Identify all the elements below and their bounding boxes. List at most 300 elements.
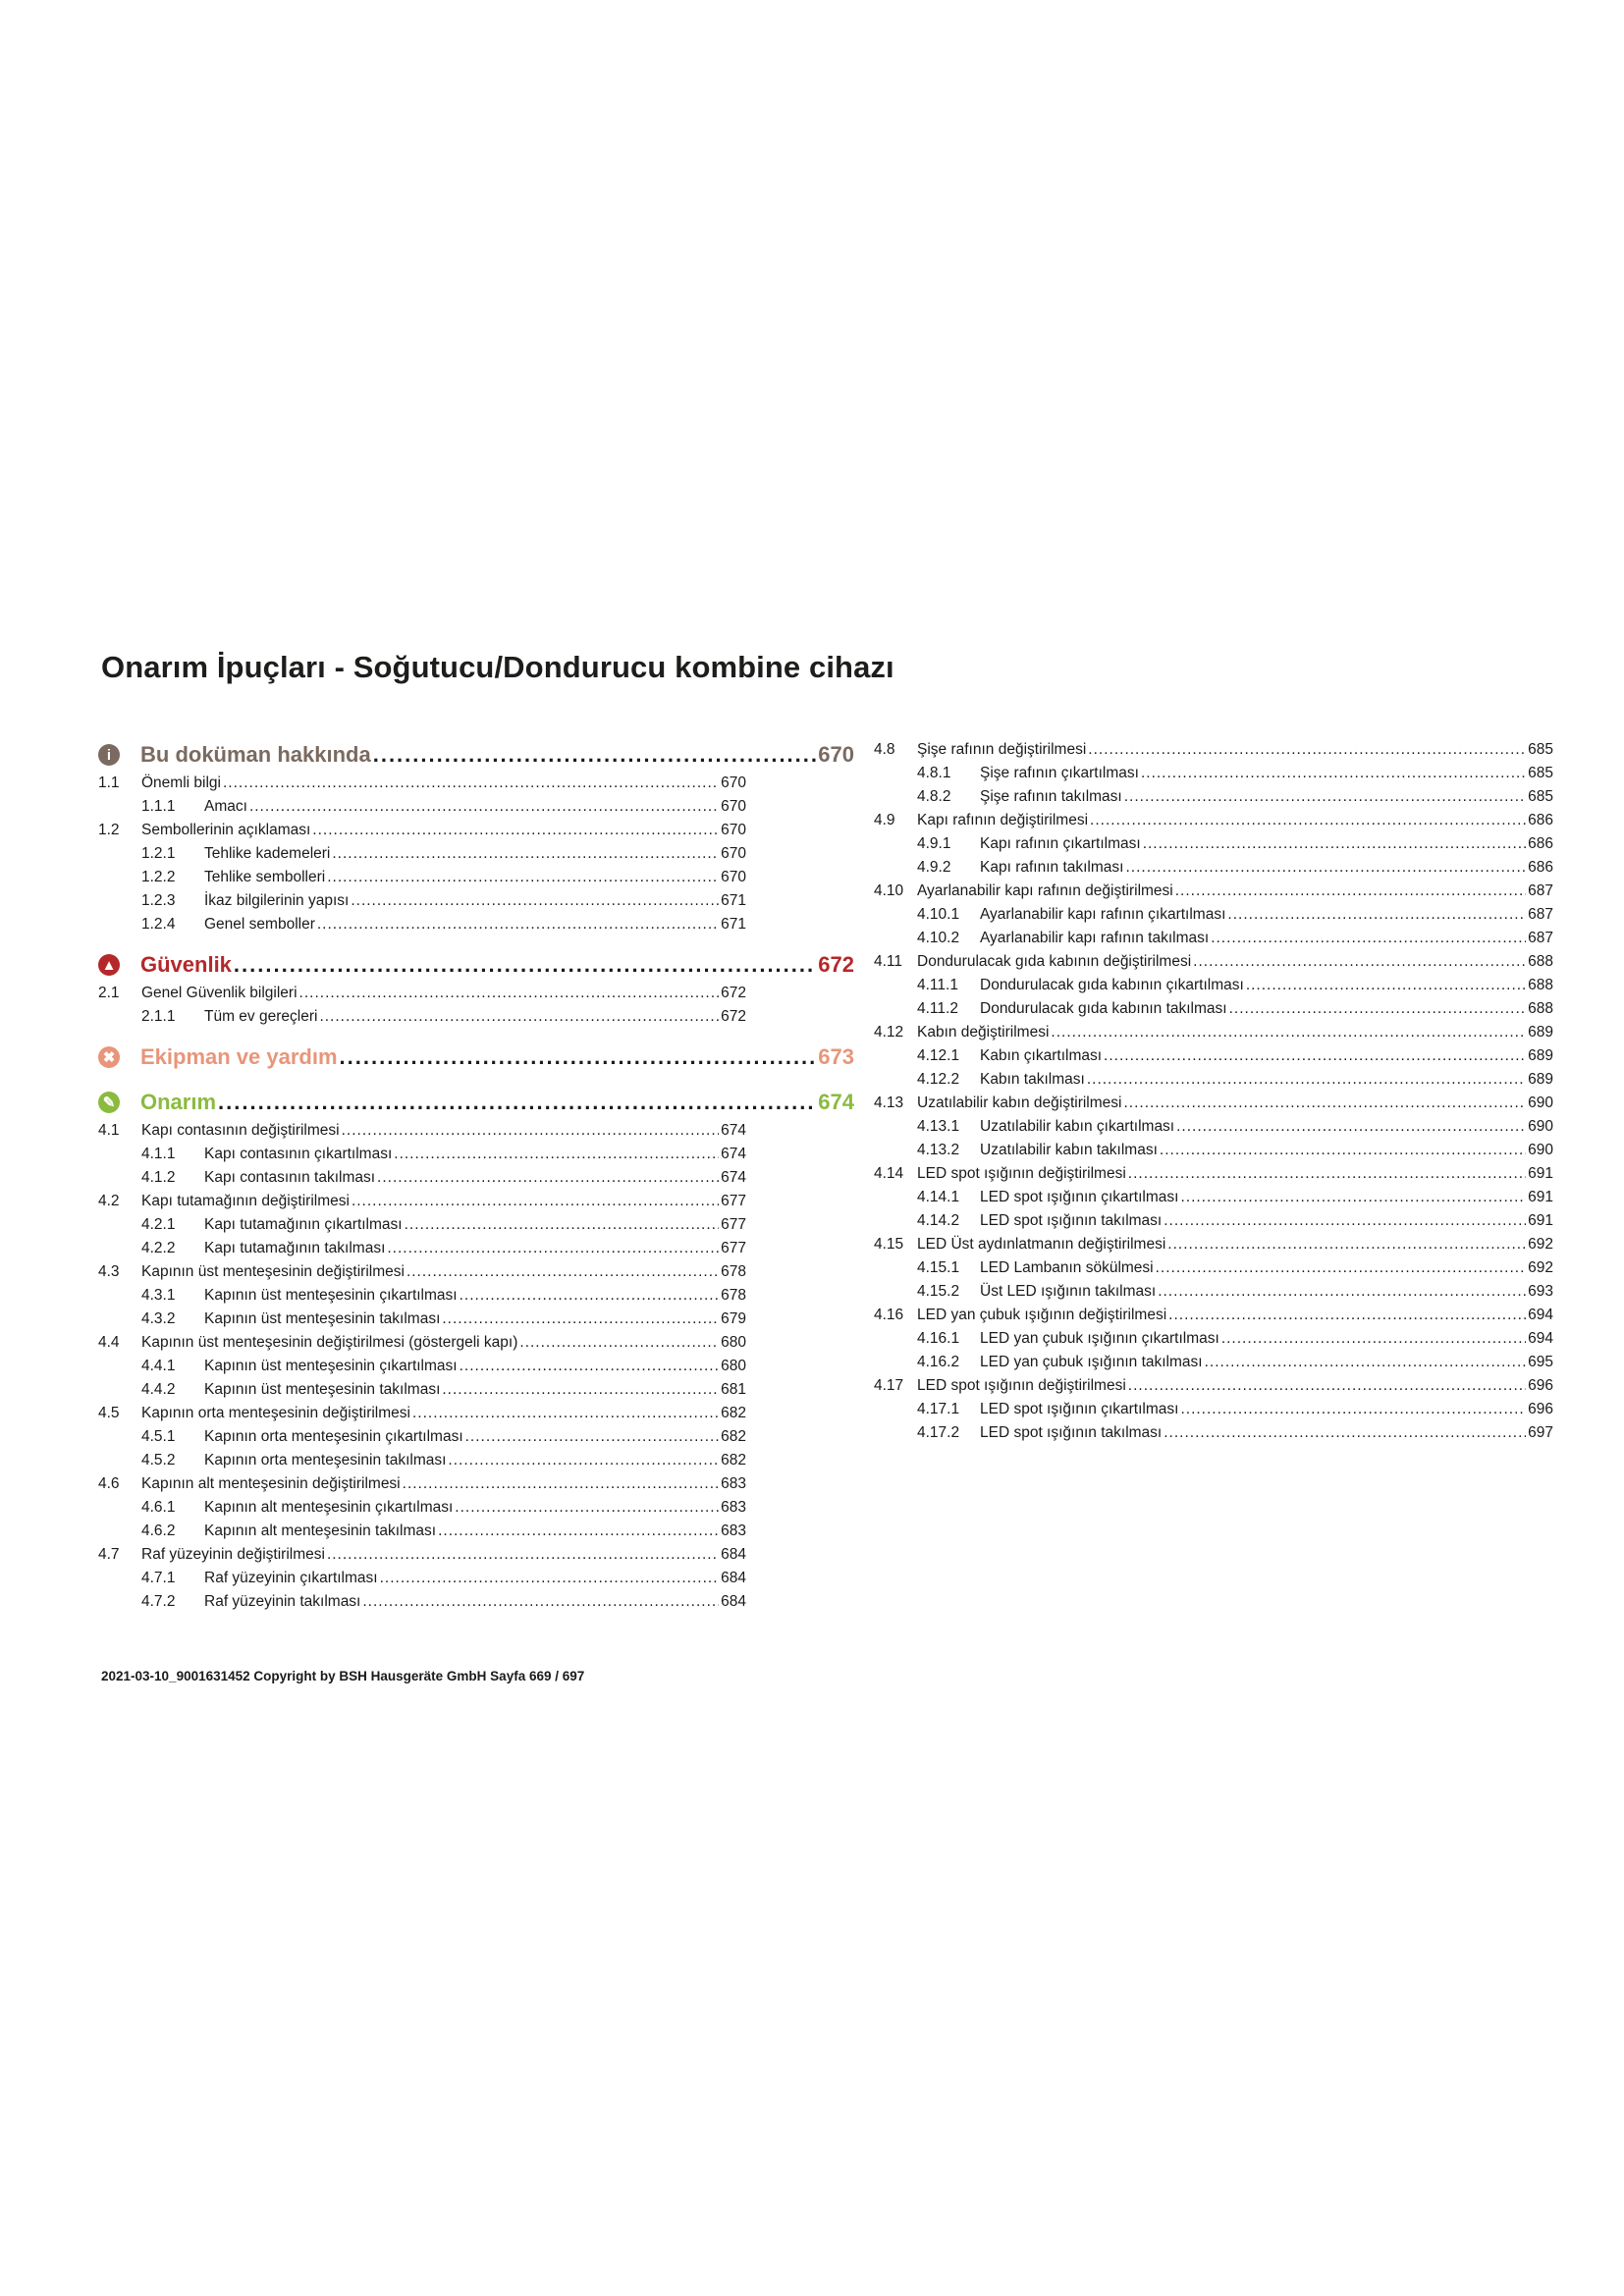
toc-leader-dots xyxy=(1167,1233,1526,1256)
toc-page-number: 683 xyxy=(721,1522,746,1539)
toc-number: 4.17.2 xyxy=(917,1424,960,1441)
chapter-spacer xyxy=(98,1074,854,1086)
toc-page-number: 696 xyxy=(1528,1401,1553,1417)
toc-section[interactable] xyxy=(98,1331,746,1355)
toc-entry-title: İkaz bilgilerinin yapısı xyxy=(204,892,350,909)
toc-column-left xyxy=(98,738,854,1614)
toc-page-number: 697 xyxy=(1528,1424,1553,1441)
toc-subsection[interactable] xyxy=(874,856,1553,880)
toc-page-number: 687 xyxy=(1528,882,1553,899)
toc-leader-dots xyxy=(351,889,719,913)
toc-entry-title: Dondurulacak gıda kabının çıkartılması xyxy=(980,977,1244,993)
toc-number: 1.1.1 xyxy=(141,798,176,815)
toc-number: 4.11.1 xyxy=(917,977,958,993)
toc-entry-title: Kapı tutamağının takılması xyxy=(204,1240,386,1256)
toc-entry-title: Kapı rafının çıkartılması xyxy=(980,835,1141,852)
toc-leader-dots xyxy=(1123,1092,1526,1115)
toc-page-number: 692 xyxy=(1528,1236,1553,1253)
toc-page-number: 670 xyxy=(721,822,746,838)
toc-subsection[interactable] xyxy=(98,889,746,913)
toc-page-number: 685 xyxy=(1528,765,1553,781)
toc-number: 4.2 xyxy=(98,1193,120,1209)
toc-chapter-title: Bu doküman hakkında xyxy=(140,742,371,767)
toc-leader-dots xyxy=(1051,1021,1526,1044)
toc-chapter-title: Güvenlik xyxy=(140,952,232,977)
toc-number: 2.1 xyxy=(98,985,120,1001)
toc-section[interactable] xyxy=(98,1543,746,1567)
toc-section[interactable] xyxy=(874,950,1553,974)
toc-number: 4.15 xyxy=(874,1236,904,1253)
toc-subsection[interactable] xyxy=(98,866,746,889)
toc-subsection[interactable] xyxy=(98,1308,746,1331)
toc-page-number: 670 xyxy=(721,869,746,885)
warning-icon: ▲ xyxy=(98,954,120,976)
toc-entry-title: Kapının üst menteşesinin değiştirilmesi xyxy=(141,1263,405,1280)
toc-subsection[interactable] xyxy=(98,1378,746,1402)
toc-number: 4.13.2 xyxy=(917,1142,960,1158)
wrench-icon: ✎ xyxy=(98,1092,120,1113)
toc-entry-title: Kapının üst menteşesinin takılması xyxy=(204,1310,441,1327)
toc-subsection[interactable] xyxy=(98,1355,746,1378)
toc-entry-title: Kapının üst menteşesinin çıkartılması xyxy=(204,1287,458,1304)
toc-entry-title: Raf yüzeyinin takılması xyxy=(204,1593,361,1610)
toc-page-number: 681 xyxy=(721,1381,746,1398)
toc-entry-title: Kapı contasının takılması xyxy=(204,1169,376,1186)
toc-subsection[interactable] xyxy=(98,1496,746,1520)
toc-number: 4.7.2 xyxy=(141,1593,176,1610)
toc-leader-dots xyxy=(412,1402,719,1425)
toc-page-number: 687 xyxy=(1528,930,1553,946)
toc-page-number: 672 xyxy=(721,985,746,1001)
toc-leader-dots xyxy=(1227,903,1526,927)
toc-number: 4.7.1 xyxy=(141,1570,176,1586)
toc-subsection[interactable] xyxy=(874,1256,1553,1280)
toc-leader-dots xyxy=(448,1449,719,1472)
toc-page-number: 682 xyxy=(721,1405,746,1421)
toc-leader-dots xyxy=(442,1378,719,1402)
toc-entry-title: Raf yüzeyinin çıkartılması xyxy=(204,1570,378,1586)
toc-number: 4.17 xyxy=(874,1377,904,1394)
toc-entry-title: LED spot ışığının değiştirilmesi xyxy=(917,1377,1126,1394)
toc-page-number: 691 xyxy=(1528,1189,1553,1205)
toc-section[interactable] xyxy=(98,1119,746,1143)
toc-section[interactable] xyxy=(874,1233,1553,1256)
toc-entry-title: Uzatılabilir kabın değiştirilmesi xyxy=(917,1095,1122,1111)
toc-subsection[interactable] xyxy=(98,842,746,866)
toc-section[interactable] xyxy=(874,809,1553,832)
toc-leader-dots xyxy=(380,1567,720,1590)
toc-page-number: 690 xyxy=(1528,1118,1553,1135)
toc-subsection[interactable] xyxy=(98,1520,746,1543)
chapter-spacer xyxy=(98,936,854,948)
toc-section[interactable] xyxy=(874,1374,1553,1398)
toc-number: 4.8.1 xyxy=(917,765,951,781)
toc-number: 1.2.4 xyxy=(141,916,176,933)
toc-number: 1.2.3 xyxy=(141,892,176,909)
toc-leader-dots xyxy=(352,1190,719,1213)
toc-leader-dots xyxy=(218,1086,816,1119)
toc-entry-title: LED spot ışığının değiştirilmesi xyxy=(917,1165,1126,1182)
toc-page-number: 683 xyxy=(721,1499,746,1516)
toc-leader-dots xyxy=(1180,1186,1526,1209)
toc-leader-dots xyxy=(1221,1327,1526,1351)
toc-section[interactable] xyxy=(874,738,1553,762)
toc-leader-dots xyxy=(1246,974,1526,997)
toc-leader-dots xyxy=(403,1472,719,1496)
toc-number: 4.10.2 xyxy=(917,930,960,946)
toc-page-number: 686 xyxy=(1528,812,1553,828)
toc-chapter[interactable] xyxy=(98,738,854,772)
toc-page-number: 674 xyxy=(721,1169,746,1186)
toc-subsection[interactable] xyxy=(874,903,1553,927)
toc-subsection[interactable] xyxy=(874,1186,1553,1209)
toc-number: 4.16 xyxy=(874,1307,904,1323)
toc-entry-title: Uzatılabilir kabın takılması xyxy=(980,1142,1158,1158)
toc-entry-title: Kapı contasının çıkartılması xyxy=(204,1146,393,1162)
toc-page-number: 670 xyxy=(721,845,746,862)
toc-leader-dots xyxy=(319,1005,719,1029)
toc-leader-dots xyxy=(1175,880,1526,903)
toc-subsection[interactable] xyxy=(874,832,1553,856)
toc-subsection[interactable] xyxy=(874,1421,1553,1445)
toc-number: 4.4 xyxy=(98,1334,120,1351)
toc-leader-dots xyxy=(1090,809,1526,832)
toc-leader-dots xyxy=(1158,1280,1526,1304)
toc-leader-dots xyxy=(1211,927,1526,950)
toc-chapter-page: 672 xyxy=(818,952,854,977)
toc-page-number: 685 xyxy=(1528,741,1553,758)
toc-leader-dots xyxy=(327,1543,719,1567)
toc-entry-title: Genel Güvenlik bilgileri xyxy=(141,985,298,1001)
toc-number: 4.3.2 xyxy=(141,1310,176,1327)
toc-entry-title: Kabın çıkartılması xyxy=(980,1047,1103,1064)
toc-entry-title: Kapının orta menteşesinin değiştirilmesi xyxy=(141,1405,410,1421)
toc-number: 4.9.2 xyxy=(917,859,951,876)
toc-leader-dots xyxy=(465,1425,720,1449)
toc-page-number: 684 xyxy=(721,1593,746,1610)
toc-page-number: 678 xyxy=(721,1263,746,1280)
toc-number: 4.3 xyxy=(98,1263,120,1280)
toc-section[interactable] xyxy=(874,1021,1553,1044)
toc-number: 4.14.1 xyxy=(917,1189,960,1205)
toc-subsection[interactable] xyxy=(98,1284,746,1308)
toc-page-number: 671 xyxy=(721,916,746,933)
toc-leader-dots xyxy=(1164,1421,1526,1445)
toc-leader-dots xyxy=(312,819,719,842)
toc-number: 4.14.2 xyxy=(917,1212,960,1229)
toc-chapter[interactable] xyxy=(98,948,854,982)
toc-leader-dots xyxy=(1176,1115,1526,1139)
toc-column-right xyxy=(874,738,1553,1445)
toc-number: 4.12 xyxy=(874,1024,904,1041)
toc-entry-title: Şişe rafının değiştirilmesi xyxy=(917,741,1087,758)
toc-page-number: 683 xyxy=(721,1475,746,1492)
toc-entry-title: Kapının orta menteşesinin takılması xyxy=(204,1452,447,1468)
toc-subsection[interactable] xyxy=(874,1115,1553,1139)
toc-entry-title: LED spot ışığının çıkartılması xyxy=(980,1401,1179,1417)
toc-entry-title: Kapının üst menteşesinin takılması xyxy=(204,1381,441,1398)
toc-section[interactable] xyxy=(874,880,1553,903)
toc-entry-title: Raf yüzeyinin değiştirilmesi xyxy=(141,1546,325,1563)
toc-entry-title: Kapının üst menteşesinin değiştirilmesi (göstergeli kapı) xyxy=(141,1334,518,1351)
toc-leader-dots xyxy=(455,1496,719,1520)
toc-page-number: 693 xyxy=(1528,1283,1553,1300)
toc-leader-dots xyxy=(406,1260,719,1284)
toc-section[interactable] xyxy=(98,1402,746,1425)
toc-subsection[interactable] xyxy=(874,785,1553,809)
toc-page-number: 696 xyxy=(1528,1377,1553,1394)
toc-entry-title: Uzatılabilir kabın çıkartılması xyxy=(980,1118,1175,1135)
toc-subsection[interactable] xyxy=(874,1068,1553,1092)
toc-page-number: 671 xyxy=(721,892,746,909)
toc-subsection[interactable] xyxy=(98,1166,746,1190)
toc-entry-title: Sembollerinin açıklaması xyxy=(141,822,311,838)
toc-page-number: 689 xyxy=(1528,1071,1553,1088)
toc-leader-dots xyxy=(234,948,816,982)
toc-number: 4.14 xyxy=(874,1165,904,1182)
toc-page-number: 672 xyxy=(721,1008,746,1025)
toc-subsection[interactable] xyxy=(98,1237,746,1260)
toc-leader-dots xyxy=(1104,1044,1526,1068)
toc-subsection[interactable] xyxy=(874,974,1553,997)
toc-leader-dots xyxy=(1087,1068,1526,1092)
toc-leader-dots xyxy=(1128,1162,1526,1186)
toc-leader-dots xyxy=(223,772,719,795)
toc-leader-dots xyxy=(1141,762,1526,785)
toc-subsection[interactable] xyxy=(874,1280,1553,1304)
toc-subsection[interactable] xyxy=(874,1398,1553,1421)
toc-subsection[interactable] xyxy=(98,1005,746,1029)
toc-leader-dots xyxy=(1229,997,1527,1021)
toc-subsection[interactable] xyxy=(98,1590,746,1614)
toc-page-number: 677 xyxy=(721,1193,746,1209)
toc-page-number: 687 xyxy=(1528,906,1553,923)
toc-leader-dots xyxy=(327,866,719,889)
toc-page-number: 688 xyxy=(1528,1000,1553,1017)
toc-entry-title: LED yan çubuk ışığının takılması xyxy=(980,1354,1203,1370)
toc-subsection[interactable] xyxy=(98,1567,746,1590)
toc-number: 4.7 xyxy=(98,1546,120,1563)
toc-leader-dots xyxy=(362,1590,719,1614)
toc-leader-dots xyxy=(1143,832,1526,856)
toc-subsection[interactable] xyxy=(874,927,1553,950)
toc-entry-title: Kapının alt menteşesinin takılması xyxy=(204,1522,437,1539)
toc-page-number: 692 xyxy=(1528,1259,1553,1276)
toc-number: 4.1.1 xyxy=(141,1146,176,1162)
toc-number: 4.1 xyxy=(98,1122,120,1139)
toc-section[interactable] xyxy=(874,1092,1553,1115)
toc-section[interactable] xyxy=(98,1190,746,1213)
toc-chapter-page: 673 xyxy=(818,1044,854,1069)
toc-page-number: 686 xyxy=(1528,859,1553,876)
toc-entry-title: Tehlike kademeleri xyxy=(204,845,331,862)
toc-entry-title: LED spot ışığının takılması xyxy=(980,1424,1163,1441)
toc-leader-dots xyxy=(519,1331,719,1355)
toc-page-number: 670 xyxy=(721,798,746,815)
toc-number: 4.11 xyxy=(874,953,903,970)
toc-number: 4.4.2 xyxy=(141,1381,176,1398)
toc-chapter[interactable] xyxy=(98,1041,854,1074)
toc-entry-title: Şişe rafının çıkartılması xyxy=(980,765,1139,781)
toc-leader-dots xyxy=(317,913,719,936)
toc-number: 4.16.1 xyxy=(917,1330,960,1347)
toc-entry-title: Amacı xyxy=(204,798,247,815)
toc-leader-dots xyxy=(387,1237,719,1260)
toc-page-number: 677 xyxy=(721,1216,746,1233)
toc-subsection[interactable] xyxy=(874,1351,1553,1374)
toc-number: 4.12.1 xyxy=(917,1047,960,1064)
toc-page-number: 684 xyxy=(721,1570,746,1586)
toc-section[interactable] xyxy=(98,819,746,842)
toc-number: 4.5 xyxy=(98,1405,120,1421)
toc-page-number: 680 xyxy=(721,1334,746,1351)
toc-entry-title: LED yan çubuk ışığının çıkartılması xyxy=(980,1330,1219,1347)
toc-page-number: 691 xyxy=(1528,1165,1553,1182)
toc-leader-dots xyxy=(438,1520,719,1543)
toc-number: 4.13 xyxy=(874,1095,904,1111)
toc-subsection[interactable] xyxy=(98,1449,746,1472)
toc-number: 4.8 xyxy=(874,741,895,758)
toc-leader-dots xyxy=(249,795,719,819)
toc-entry-title: Kapı tutamağının değiştirilmesi xyxy=(141,1193,350,1209)
toc-page-number: 689 xyxy=(1528,1024,1553,1041)
toc-entry-title: Ayarlanabilir kapı rafının takılması xyxy=(980,930,1210,946)
toc-leader-dots xyxy=(1164,1209,1526,1233)
toc-number: 4.15.2 xyxy=(917,1283,960,1300)
toc-page-number: 694 xyxy=(1528,1307,1553,1323)
toc-number: 4.8.2 xyxy=(917,788,951,805)
toc-number: 4.10.1 xyxy=(917,906,960,923)
toc-page-number: 694 xyxy=(1528,1330,1553,1347)
toc-subsection[interactable] xyxy=(98,1425,746,1449)
toc-leader-dots xyxy=(1125,856,1526,880)
chapter-spacer xyxy=(98,1029,854,1041)
toc-subsection[interactable] xyxy=(874,1209,1553,1233)
toc-leader-dots xyxy=(405,1213,720,1237)
toc-number: 4.5.1 xyxy=(141,1428,176,1445)
toc-page-number: 674 xyxy=(721,1122,746,1139)
toc-page-number: 688 xyxy=(1528,953,1553,970)
toc-number: 4.13.1 xyxy=(917,1118,960,1135)
toc-entry-title: Kabın değiştirilmesi xyxy=(917,1024,1050,1041)
toc-page-number: 690 xyxy=(1528,1095,1553,1111)
toc-leader-dots xyxy=(340,1041,817,1074)
toc-page-number: 682 xyxy=(721,1428,746,1445)
toc-leader-dots xyxy=(373,738,817,772)
toc-number: 4.10 xyxy=(874,882,904,899)
toc-page-number: 682 xyxy=(721,1452,746,1468)
toc-leader-dots xyxy=(332,842,719,866)
toc-leader-dots xyxy=(299,982,720,1005)
toc-number: 1.1 xyxy=(98,774,120,791)
toc-number: 1.2.1 xyxy=(141,845,176,862)
toc-leader-dots xyxy=(1193,950,1526,974)
toc-number: 4.2.2 xyxy=(141,1240,176,1256)
toc-entry-title: Önemli bilgi xyxy=(141,774,221,791)
toc-number: 4.9.1 xyxy=(917,835,951,852)
toc-page-number: 670 xyxy=(721,774,746,791)
toc-entry-title: Dondurulacak gıda kabının takılması xyxy=(980,1000,1227,1017)
toc-number: 4.6.2 xyxy=(141,1522,176,1539)
toc-chapter[interactable] xyxy=(98,1086,854,1119)
page-title: Onarım İpuçları - Soğutucu/Dondurucu kombine cihazı xyxy=(101,650,894,684)
toc-subsection[interactable] xyxy=(98,1213,746,1237)
toc-entry-title: Kabın takılması xyxy=(980,1071,1085,1088)
toc-subsection[interactable] xyxy=(98,913,746,936)
toc-subsection[interactable] xyxy=(874,1327,1553,1351)
toc-entry-title: Genel semboller xyxy=(204,916,315,933)
toc-number: 2.1.1 xyxy=(141,1008,176,1025)
toc-entry-title: Üst LED ışığının takılması xyxy=(980,1283,1157,1300)
toc-subsection[interactable] xyxy=(874,997,1553,1021)
toc-number: 4.6 xyxy=(98,1475,120,1492)
toc-section[interactable] xyxy=(98,772,746,795)
toc-entry-title: LED yan çubuk ışığının değiştirilmesi xyxy=(917,1307,1167,1323)
toc-entry-title: Kapı tutamağının çıkartılması xyxy=(204,1216,403,1233)
toc-subsection[interactable] xyxy=(98,1143,746,1166)
toc-leader-dots xyxy=(1088,738,1526,762)
toc-number: 4.9 xyxy=(874,812,895,828)
toc-leader-dots xyxy=(1128,1374,1526,1398)
toc-entry-title: LED spot ışığının takılması xyxy=(980,1212,1163,1229)
toc-page-number: 680 xyxy=(721,1358,746,1374)
toc-entry-title: Kapının alt menteşesinin çıkartılması xyxy=(204,1499,454,1516)
toc-number: 4.4.1 xyxy=(141,1358,176,1374)
toc-page-number: 684 xyxy=(721,1546,746,1563)
toc-subsection[interactable] xyxy=(98,795,746,819)
toc-leader-dots xyxy=(1156,1256,1527,1280)
toc-number: 4.5.2 xyxy=(141,1452,176,1468)
toc-page-number: 688 xyxy=(1528,977,1553,993)
toc-section[interactable] xyxy=(98,1260,746,1284)
toc-leader-dots xyxy=(377,1166,719,1190)
toc-number: 4.1.2 xyxy=(141,1169,176,1186)
toc-leader-dots xyxy=(460,1284,720,1308)
toc-entry-title: LED spot ışığının çıkartılması xyxy=(980,1189,1179,1205)
toc-section[interactable] xyxy=(98,1472,746,1496)
toc-section[interactable] xyxy=(874,1162,1553,1186)
tools-icon: ✖ xyxy=(98,1046,120,1068)
toc-entry-title: Tüm ev gereçleri xyxy=(204,1008,318,1025)
toc-leader-dots xyxy=(460,1355,720,1378)
toc-leader-dots xyxy=(1205,1351,1527,1374)
toc-leader-dots xyxy=(1168,1304,1526,1327)
toc-page-number: 685 xyxy=(1528,788,1553,805)
toc-entry-title: Kapı contasının değiştirilmesi xyxy=(141,1122,340,1139)
toc-leader-dots xyxy=(1124,785,1526,809)
toc-entry-title: Tehlike sembolleri xyxy=(204,869,326,885)
toc-entry-title: Kapının orta menteşesinin çıkartılması xyxy=(204,1428,463,1445)
toc-subsection[interactable] xyxy=(874,762,1553,785)
toc-leader-dots xyxy=(442,1308,719,1331)
info-icon: i xyxy=(98,744,120,766)
toc-section[interactable] xyxy=(874,1304,1553,1327)
toc-section[interactable] xyxy=(98,982,746,1005)
toc-subsection[interactable] xyxy=(874,1044,1553,1068)
toc-page-number: 691 xyxy=(1528,1212,1553,1229)
toc-entry-title: Kapının alt menteşesinin değiştirilmesi xyxy=(141,1475,401,1492)
toc-page-number: 677 xyxy=(721,1240,746,1256)
toc-subsection[interactable] xyxy=(874,1139,1553,1162)
toc-entry-title: LED Üst aydınlatmanın değiştirilmesi xyxy=(917,1236,1166,1253)
toc-page-number: 674 xyxy=(721,1146,746,1162)
toc-number: 1.2 xyxy=(98,822,120,838)
toc-chapter-title: Ekipman ve yardım xyxy=(140,1044,338,1069)
toc-chapter-page: 674 xyxy=(818,1090,854,1114)
toc-entry-title: Ayarlanabilir kapı rafının değiştirilmesi xyxy=(917,882,1173,899)
toc-leader-dots xyxy=(342,1119,720,1143)
toc-number: 4.6.1 xyxy=(141,1499,176,1516)
